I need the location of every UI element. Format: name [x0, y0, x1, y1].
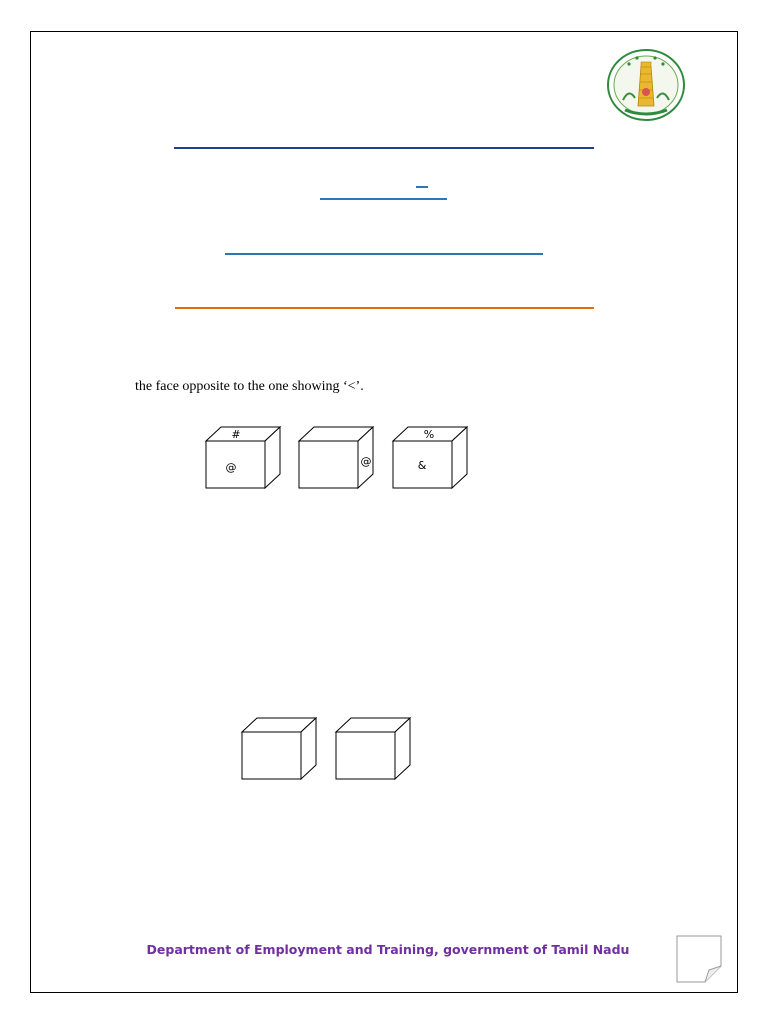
- footer-label: Department of Employment and Training, government of Tamil Nadu: [146, 942, 630, 957]
- page-border: [30, 31, 738, 993]
- cube-3-top-symbol: %: [423, 428, 435, 441]
- question-text: the face opposite to the one showing ‘<’.: [135, 379, 364, 394]
- footer-text: [0, 942, 768, 957]
- tamil-nadu-emblem-icon: [605, 48, 687, 122]
- cube-2: [298, 426, 374, 490]
- cube-3-front-symbol: &: [417, 459, 427, 472]
- page-curl-icon: [675, 934, 723, 984]
- cube-5: [335, 717, 411, 781]
- cube-2-side-symbol: @: [360, 455, 372, 468]
- heading-rule-4: [175, 307, 594, 309]
- cube-3: [392, 426, 468, 490]
- heading-rule-2: [320, 198, 447, 200]
- heading-rule-2-dash: [416, 186, 428, 188]
- heading-rule-1: [174, 147, 594, 149]
- cube-1-top-symbol: #: [231, 428, 241, 441]
- cube-1: [205, 426, 281, 490]
- cube-4: [241, 717, 317, 781]
- heading-rule-3: [225, 253, 543, 255]
- cube-1-front-symbol: @: [225, 461, 237, 474]
